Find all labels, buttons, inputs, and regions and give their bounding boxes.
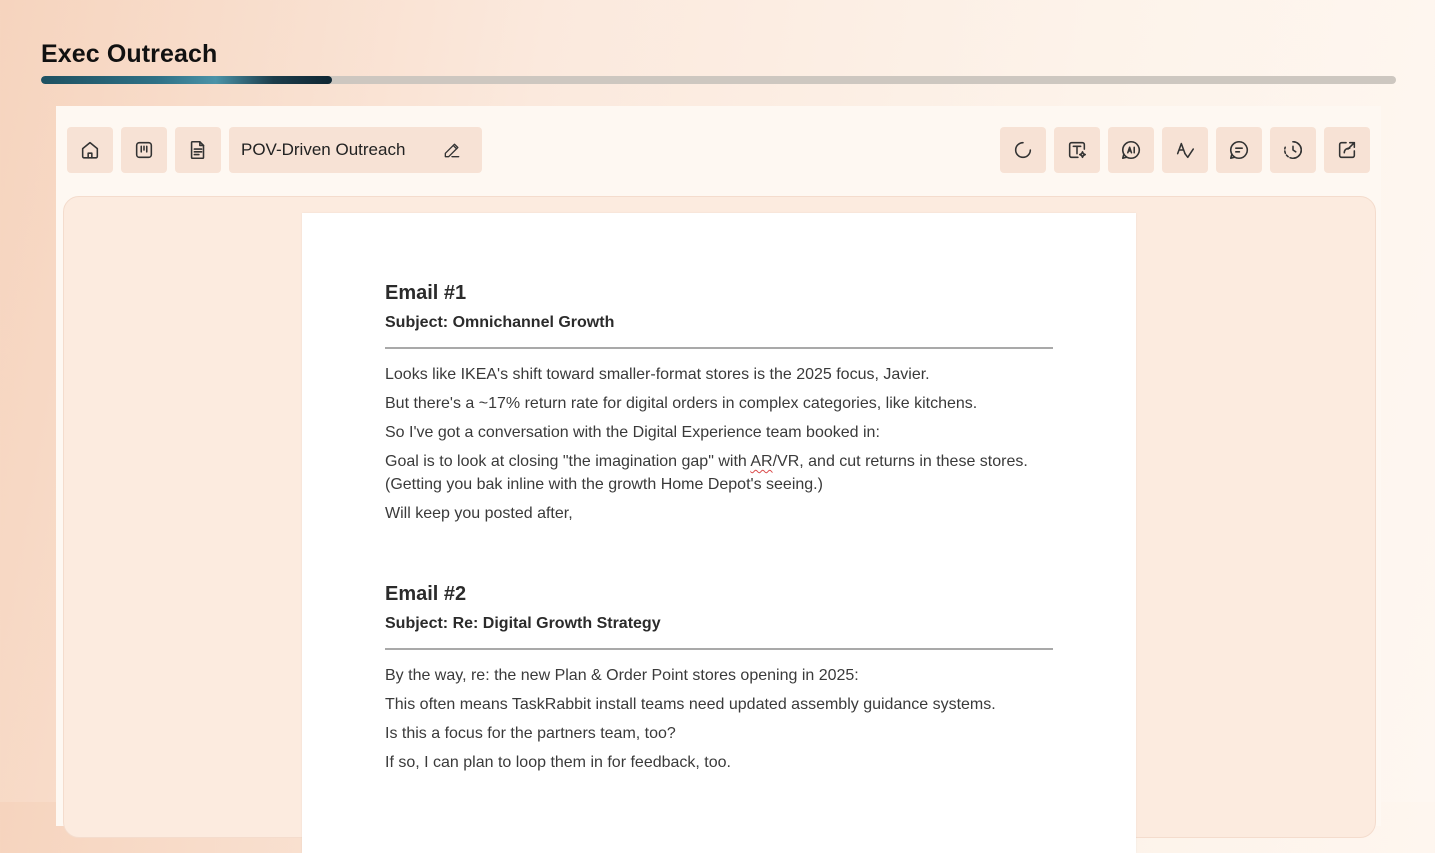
- email-line: But there's a ~17% return rate for digital orders in complex categories, like kitchens.: [385, 395, 978, 412]
- refresh-button[interactable]: [1000, 127, 1046, 173]
- home-icon: [79, 139, 101, 161]
- document-title: POV-Driven Outreach: [241, 140, 406, 159]
- email-line: Will keep you posted after,: [385, 505, 573, 522]
- email-heading: Email #2: [385, 583, 467, 605]
- progress-bar-fill: [41, 76, 332, 84]
- email-line: By the way, re: the new Plan & Order Point stores opening in 2025:: [385, 667, 859, 684]
- board-button[interactable]: [121, 127, 167, 173]
- divider: [385, 648, 1053, 650]
- home-button[interactable]: [67, 127, 113, 173]
- history-button[interactable]: [1270, 127, 1316, 173]
- document-icon: [187, 139, 209, 161]
- board-icon: [133, 139, 155, 161]
- divider: [385, 347, 1053, 349]
- progress-bar: [41, 76, 1396, 84]
- spelling-error-highlight[interactable]: AR: [750, 453, 773, 470]
- email-subject: Subject: Omnichannel Growth: [385, 314, 615, 331]
- email-line: Looks like IKEA's shift toward smaller-format stores is the 2025 focus, Javier.: [385, 366, 930, 383]
- email-line: If so, I can plan to loop them in for feedback, too.: [385, 754, 731, 771]
- spellcheck-icon: [1174, 139, 1196, 161]
- spellcheck-button[interactable]: [1162, 127, 1208, 173]
- history-icon: [1282, 139, 1304, 161]
- comment-icon: [1228, 139, 1250, 161]
- edit-pencil-icon[interactable]: [442, 140, 462, 160]
- document-canvas: [63, 196, 1376, 838]
- email-line: So I've got a conversation with the Digital Experience team booked in:: [385, 424, 880, 441]
- email-line: Is this a focus for the partners team, too?: [385, 725, 676, 742]
- email-subject: Subject: Re: Digital Growth Strategy: [385, 615, 661, 632]
- email-section: [385, 281, 1053, 531]
- document-page[interactable]: [302, 213, 1136, 853]
- page-title: Exec Outreach: [41, 40, 218, 68]
- loading-icon: [1012, 139, 1034, 161]
- ai-assistant-button[interactable]: [1108, 127, 1154, 173]
- document-button[interactable]: [175, 127, 221, 173]
- email-line: This often means TaskRabbit install teams need updated assembly guidance systems.: [385, 696, 996, 713]
- document-title-field[interactable]: [229, 127, 482, 173]
- text-magic-icon: [1066, 139, 1088, 161]
- email-heading: Email #1: [385, 282, 467, 304]
- text-magic-button[interactable]: [1054, 127, 1100, 173]
- comment-button[interactable]: [1216, 127, 1262, 173]
- email-section: [385, 582, 1053, 780]
- share-icon: [1336, 139, 1358, 161]
- editor-window: [56, 106, 1381, 826]
- email-line-with-misspelling: Goal is to look at closing "the imagination gap" with AR/VR, and cut returns in these stores. (Getting you bak inline with the growth Home Depot's seeing.): [385, 453, 1028, 493]
- share-button[interactable]: [1324, 127, 1370, 173]
- ai-icon: [1120, 139, 1142, 161]
